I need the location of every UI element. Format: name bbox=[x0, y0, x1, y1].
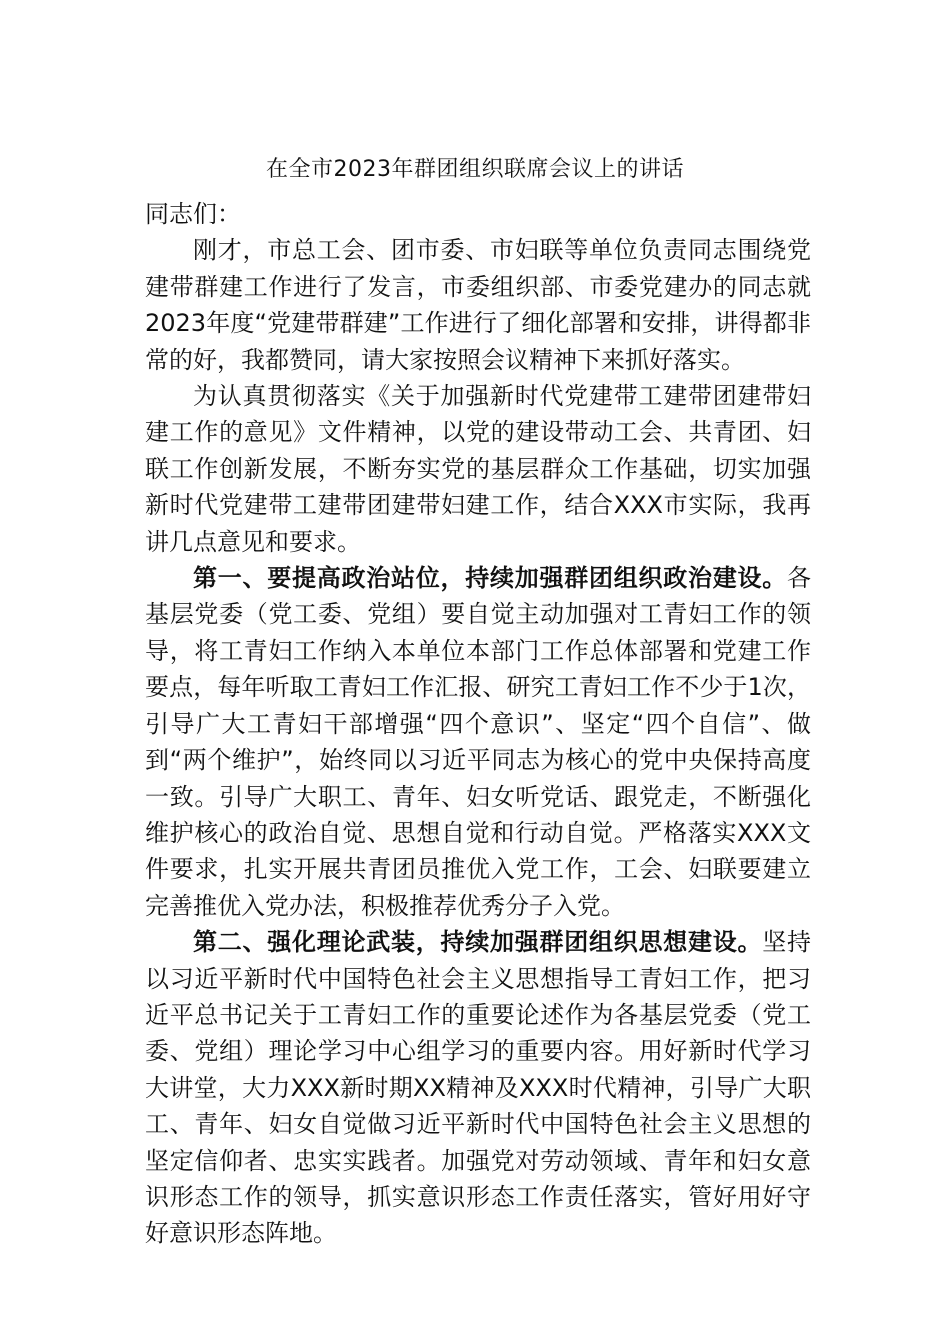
paragraph-4-text: 坚持以习近平新时代中国特色社会主义思想指导工青妇工作，把习近平总书记关于工青妇工作的重要论述作为各基层党委（党工委、党组）理论学习中心组学习的重要内容。用好新时代学习大讲堂，大力XXX新时期XX精神及XXX时代精神，引导广大职工、青年、妇女自觉做习近平新时代中国特色社会主义思想的坚定信仰者、忠实实践者。加强党对劳动领域、青年和妇女意识形态工作的领导，抓实意识形态工作责任落实，管好用好守好意识形态阵地。 bbox=[145, 928, 811, 1248]
paragraph-3-text: 各基层党委（党工委、党组）要自觉主动加强对工青妇工作的领导，将工青妇工作纳入本单位本部门工作总体部署和党建工作要点，每年听取工青妇工作汇报、研究工青妇工作不少于1次，引导广大工青妇干部增强“四个意识”、坚定“四个自信”、做到“两个维护”，始终同以习近平同志为核心的党中央保持高度一致。引导广大职工、青年、妇女听党话、跟党走，不断强化维护核心的政治自觉、思想自觉和行动自觉。严格落实XXX文件要求，扎实开展共青团员推优入党工作，工会、妇联要建立完善推优入党办法，积极推荐优秀分子入党。 bbox=[145, 564, 811, 920]
document-title: 在全市2023年群团组织联席会议上的讲话 bbox=[266, 157, 684, 182]
paragraph-3-heading: 第一、要提高政治站位，持续加强群团组织政治建设。 bbox=[193, 564, 787, 593]
paragraph-1 bbox=[145, 232, 811, 378]
paragraph-1-text: 刚才，市总工会、团市委、市妇联等单位负责同志围绕党建带群建工作进行了发言，市委组织部、市委党建办的同志就2023年度“党建带群建”工作进行了细化部署和安排，讲得都非常的好，我都赞同，请大家按照会议精神下来抓好落实。 bbox=[145, 236, 811, 374]
salutation: 同志们： bbox=[145, 200, 241, 228]
paragraph-3 bbox=[145, 560, 811, 924]
paragraph-2-text: 为认真贯彻落实《关于加强新时代党建带工建带团建带妇建工作的意见》文件精神，以党的建设带动工会、共青团、妇联工作创新发展，不断夯实党的基层群众工作基础，切实加强新时代党建带工建带团建带妇建工作，结合XXX市实际，我再讲几点意见和要求。 bbox=[145, 382, 811, 556]
paragraph-4 bbox=[145, 924, 811, 1252]
paragraph-2 bbox=[145, 378, 811, 560]
document-body bbox=[145, 196, 811, 1252]
paragraph-4-heading: 第二、强化理论武装，持续加强群团组织思想建设。 bbox=[193, 928, 763, 957]
